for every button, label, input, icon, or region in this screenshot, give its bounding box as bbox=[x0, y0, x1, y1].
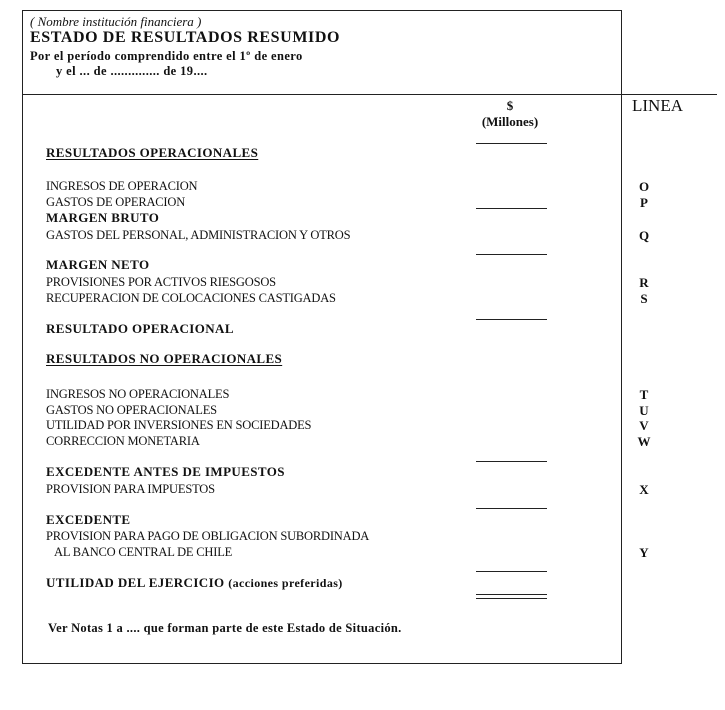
linea-header: LINEA bbox=[632, 96, 683, 115]
line-item: AL BANCO CENTRAL DE CHILE bbox=[54, 545, 233, 559]
line-code: U bbox=[639, 403, 649, 418]
amount-rule bbox=[476, 208, 547, 209]
amount-rule bbox=[476, 571, 547, 572]
line-item: PROVISION PARA PAGO DE OBLIGACION SUBORDINADA bbox=[46, 529, 370, 543]
subtotal-line: EXCEDENTE ANTES DE IMPUESTOS bbox=[46, 464, 285, 479]
subtotal-line: MARGEN BRUTO bbox=[46, 210, 160, 225]
linea-column-rule bbox=[622, 94, 717, 95]
final-result-line bbox=[46, 575, 343, 591]
final-result-suffix: (acciones preferidas) bbox=[228, 576, 343, 590]
line-code: V bbox=[639, 418, 649, 433]
line-item: RECUPERACION DE COLOCACIONES CASTIGADAS bbox=[46, 291, 336, 305]
line-item: INGRESOS NO OPERACIONALES bbox=[46, 387, 230, 401]
line-code: P bbox=[640, 195, 648, 210]
line-code: O bbox=[638, 179, 650, 194]
amount-rule bbox=[476, 508, 547, 509]
line-item: GASTOS NO OPERACIONALES bbox=[46, 403, 217, 417]
line-code: T bbox=[639, 387, 649, 402]
final-result-label: UTILIDAD DEL EJERCICIO bbox=[46, 575, 225, 590]
line-code: R bbox=[639, 275, 649, 290]
period-line-1: Por el período comprendido entre el 1º de enero bbox=[30, 49, 303, 63]
subtotal-line: RESULTADO OPERACIONAL bbox=[46, 321, 234, 336]
line-item: GASTOS DE OPERACION bbox=[46, 195, 186, 209]
line-code: Q bbox=[638, 228, 650, 243]
line-item: PROVISIONES POR ACTIVOS RIESGOSOS bbox=[46, 275, 276, 289]
line-code: X bbox=[639, 482, 649, 497]
subtotal-line: EXCEDENTE bbox=[46, 512, 131, 527]
subtotal-line: MARGEN NETO bbox=[46, 257, 150, 272]
institution-name: ( Nombre institución financiera ) bbox=[30, 14, 202, 29]
currency-header: $ bbox=[506, 98, 514, 113]
section-heading: RESULTADOS OPERACIONALES bbox=[46, 145, 259, 160]
line-code: Y bbox=[639, 545, 649, 560]
period-line-2: y el ... de .............. de 19.... bbox=[56, 64, 208, 78]
amount-rule bbox=[476, 461, 547, 462]
line-item: UTILIDAD POR INVERSIONES EN SOCIEDADES bbox=[46, 418, 312, 432]
amount-rule bbox=[476, 143, 547, 144]
line-item: INGRESOS DE OPERACION bbox=[46, 179, 198, 193]
amount-rule bbox=[476, 319, 547, 320]
line-code: S bbox=[640, 291, 648, 306]
statement-title: ESTADO DE RESULTADOS RESUMIDO bbox=[30, 29, 341, 46]
unit-header: (Millones) bbox=[481, 114, 539, 129]
line-item: GASTOS DEL PERSONAL, ADMINISTRACION Y OTROS bbox=[46, 228, 351, 242]
footer-note: Ver Notas 1 a .... que forman parte de este Estado de Situación. bbox=[48, 621, 402, 635]
double-total-rule bbox=[476, 594, 547, 599]
section-heading: RESULTADOS NO OPERACIONALES bbox=[46, 351, 283, 366]
amount-rule bbox=[476, 254, 547, 255]
line-code: W bbox=[637, 434, 651, 449]
line-item: CORRECCION MONETARIA bbox=[46, 434, 200, 448]
line-item: PROVISION PARA IMPUESTOS bbox=[46, 482, 215, 496]
